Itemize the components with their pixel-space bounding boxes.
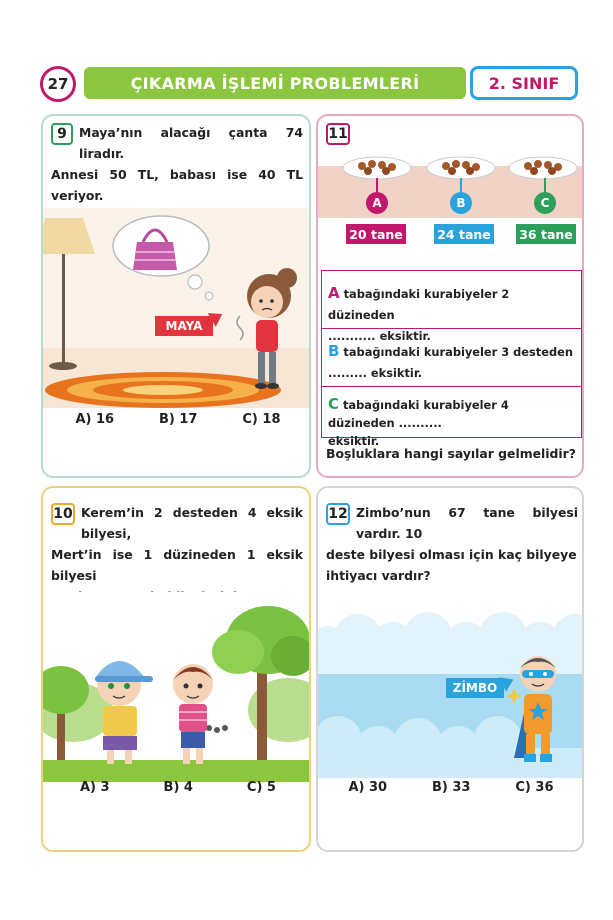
row-b-text: tabağındaki kurabiyeler 3 desteden <box>343 345 573 359</box>
row-a-blank[interactable]: ........... eksiktir. <box>328 329 431 343</box>
question-11-number: 11 <box>326 123 350 145</box>
q10-line-1: Kerem’in 2 desteden 4 eksik bilyesi, <box>81 505 303 541</box>
question-10-card <box>41 486 311 852</box>
fill-in-table <box>321 270 582 448</box>
row-c <box>322 387 581 448</box>
question-12-text <box>326 502 578 586</box>
question-11-card <box>316 114 584 478</box>
tag-b: 24 tane <box>434 224 494 244</box>
answer-c[interactable]: C) 18 <box>242 412 281 427</box>
tag-c: 36 tane <box>516 224 576 244</box>
answer-b[interactable]: B) 4 <box>163 780 193 795</box>
q12-line-1: Zimbo’nun 67 tane bilyesi vardır. 10 <box>356 505 578 541</box>
row-a-letter: A <box>328 284 340 302</box>
maya-illustration <box>43 208 309 408</box>
pin-b-label: B <box>450 192 472 214</box>
grade-label: 2. SINIF <box>470 66 578 100</box>
answer-c[interactable]: C) 36 <box>515 780 554 795</box>
row-a-text: tabağındaki kurabiyeler 2 düzineden <box>328 287 510 322</box>
pin-c-label: C <box>534 192 556 214</box>
answer-b[interactable]: B) 17 <box>159 412 198 427</box>
row-c-text: tabağındaki kurabiyeler 4 düzineden .......... <box>328 398 509 430</box>
row-c-letter: C <box>328 395 340 413</box>
answer-a[interactable]: A) 3 <box>79 780 110 795</box>
zimbo-label: ZİMBO <box>446 678 504 698</box>
q9-line-1: Maya’nın alacağı çanta 74 liradır. <box>79 125 303 161</box>
row-c-blank[interactable]: eksiktir. <box>328 434 380 448</box>
question-10-answers <box>53 780 303 795</box>
q10-line-2: Mert’in ise 1 düzineden 1 eksik bilyesi <box>51 547 303 583</box>
plate-c-icon <box>508 154 578 180</box>
question-9-answers <box>53 412 303 427</box>
page-number: 27 <box>40 66 76 102</box>
question-12-card <box>316 486 584 852</box>
plate-a-icon <box>342 154 412 180</box>
answer-c[interactable]: C) 5 <box>246 780 276 795</box>
q9-line-2: Annesi 50 TL, babası ise 40 TL veriyor. <box>51 167 303 203</box>
pin-a-label: A <box>366 192 388 214</box>
plate-b-icon <box>426 154 496 180</box>
question-9-number: 9 <box>51 123 73 145</box>
row-a <box>322 271 581 343</box>
question-11-text: Boşluklara hangi sayılar gelmelidir? <box>326 446 576 461</box>
kerem-mert-illustration <box>43 592 309 782</box>
question-12-answers <box>326 780 576 795</box>
answer-b[interactable]: B) 33 <box>432 780 471 795</box>
q12-line-2: deste bilyesi olması için kaç bilyeye <box>326 547 577 562</box>
tag-a: 20 tane <box>346 224 406 244</box>
page-title: ÇIKARMA İŞLEMİ PROBLEMLERİ <box>84 67 466 99</box>
question-10-number: 10 <box>51 503 75 525</box>
maya-label: MAYA <box>155 316 213 336</box>
rug-icon <box>45 372 281 408</box>
row-b <box>322 329 581 387</box>
answer-a[interactable]: A) 30 <box>348 780 388 795</box>
question-9-card <box>41 114 311 478</box>
row-b-letter: B <box>328 342 340 360</box>
row-b-blank[interactable]: ......... eksiktir. <box>328 366 423 380</box>
question-12-number: 12 <box>326 503 350 525</box>
q12-line-3: ihtiyacı vardır? <box>326 568 431 583</box>
answer-a[interactable]: A) 16 <box>75 412 115 427</box>
